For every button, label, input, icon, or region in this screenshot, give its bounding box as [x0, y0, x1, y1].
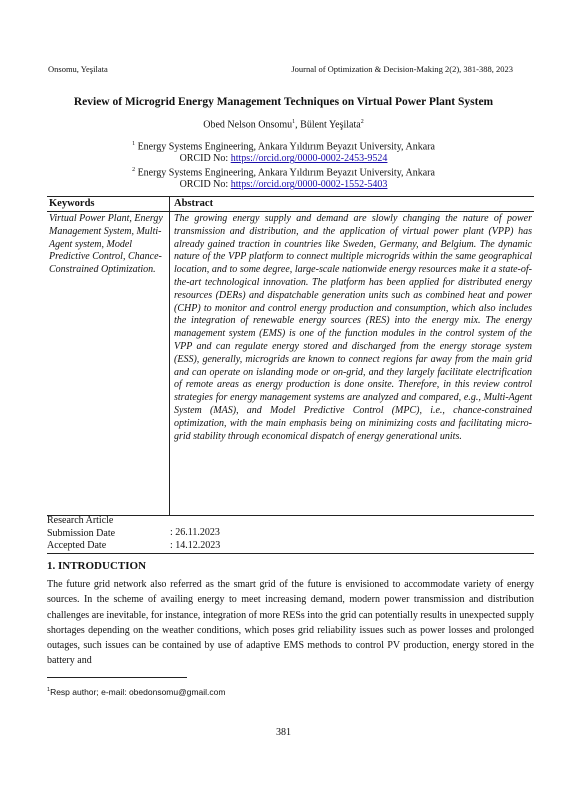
affiliation-2: [0, 164, 567, 191]
meta-rule: [47, 553, 534, 554]
affiliation-text: Energy Systems Engineering, Ankara Yıldırım Beyazıt University, Ankara: [135, 167, 435, 179]
orcid-label: ORCID No:: [179, 179, 231, 191]
submission-date-label: Submission Date: [47, 527, 116, 539]
submission-date: : 26.11.2023: [170, 527, 220, 538]
author-name: Bülent Yeşilata: [300, 119, 361, 131]
article-type: Research Article: [47, 515, 114, 526]
keywords-list: Virtual Power Plant, Energy Management System, Multi-Agent system, Model Predictive Control, Chance-Constrained Optimization.: [49, 213, 163, 276]
affiliation-marker: 1: [292, 119, 296, 125]
accepted-date-label: Accepted Date: [47, 540, 107, 551]
author-line: [0, 119, 567, 130]
table-header-rule: [47, 211, 534, 212]
keywords-heading: Keywords: [49, 198, 95, 209]
affiliation-1: [0, 138, 567, 165]
affiliation-marker: 1: [132, 141, 136, 147]
section-heading: 1. INTRODUCTION: [47, 560, 147, 572]
footnote: [47, 687, 225, 697]
article-meta-values: [170, 527, 220, 552]
column-divider: [169, 197, 170, 515]
orcid-label: ORCID No:: [179, 153, 231, 165]
author-separator: ,: [295, 119, 301, 131]
introduction-paragraph: The future grid network also referred as the smart grid of the future is envisioned to accommodate variety of energy sources. In the scheme of availing energy to meet increasing demand, modern power transmission and distribution challenges are inevitable, for instance, integration of more RESs into the grid can potentially results in unexpected supply shortages depending on the weather conditions, which poses grid reliability issues such as power losses and prolonged outages, such issues can be contained by use of adaptive EMS methods to control PV production, energy stored in the battery and: [47, 579, 534, 667]
footnote-marker: 1: [47, 687, 51, 694]
footnote-text: Resp author; e-mail: obedonsomu@gmail.com: [50, 687, 226, 697]
abstract-heading: Abstract: [174, 198, 214, 209]
accepted-date: : 14.12.2023: [170, 539, 221, 551]
footnote-rule: [47, 677, 187, 678]
affiliation-text: Energy Systems Engineering, Ankara Yıldırım Beyazıt University, Ankara: [135, 141, 435, 153]
running-header-journal: Journal of Optimization & Decision-Making 2(2), 381-388, 2023: [291, 64, 513, 74]
page-number: 381: [276, 727, 291, 738]
abstract-text: The growing energy supply and demand are slowly changing the nature of power transmission and distribution, and the application of virtual power plant (VPP) has already gained traction in countries like Sweden, Germany, and Belgium. The dynamic nature of the VPP platform to connect multiple microgrids within the same geographical location, and to some degree, large-scale nationwide energy resources make it a state-of-the-art technological innovation. The platform has been applied for distributed energy resources (DERs) and dispatchable generation units such as combined heat and power (CHP) to monitor and control energy production and consumption, which also includes the integration of renewable energy sources (RES) into the energy mix. The energy management system (EMS) is one of the function modules in the control system of the VPP and can regulate energy stored and discharged from the energy storage system (ESS), generally, microgrids are known to connect regions far away from the main grid and can operate on islanding mode or on-grid, and they largely facilitate electrification of remote areas as energy production is done onsite. Therefore, in this review control strategies for energy management systems are analyzed and compared, e.g., Multi-Agent System (MAS), and Model Predictive Control (MPC), i.e., chance-constrained optimization, with the main emphasis being on minimizing costs and facilitating micro-grid stability through economical dispatch of energy generational units.: [174, 213, 532, 442]
author-name: Obed Nelson Onsomu: [203, 119, 293, 131]
orcid-link[interactable]: https://orcid.org/0000-0002-2453-9524: [230, 153, 388, 165]
affiliation-marker: 2: [132, 167, 136, 173]
article-meta-labels: [47, 515, 115, 553]
affiliation-marker: 2: [360, 119, 364, 125]
orcid-link[interactable]: https://orcid.org/0000-0002-1552-5403: [230, 179, 388, 191]
paper-title: Review of Microgrid Energy Management Techniques on Virtual Power Plant System: [73, 96, 494, 108]
keywords-abstract-table: [47, 196, 534, 516]
running-header-authors: Onsomu, Yeşilata: [48, 64, 108, 74]
